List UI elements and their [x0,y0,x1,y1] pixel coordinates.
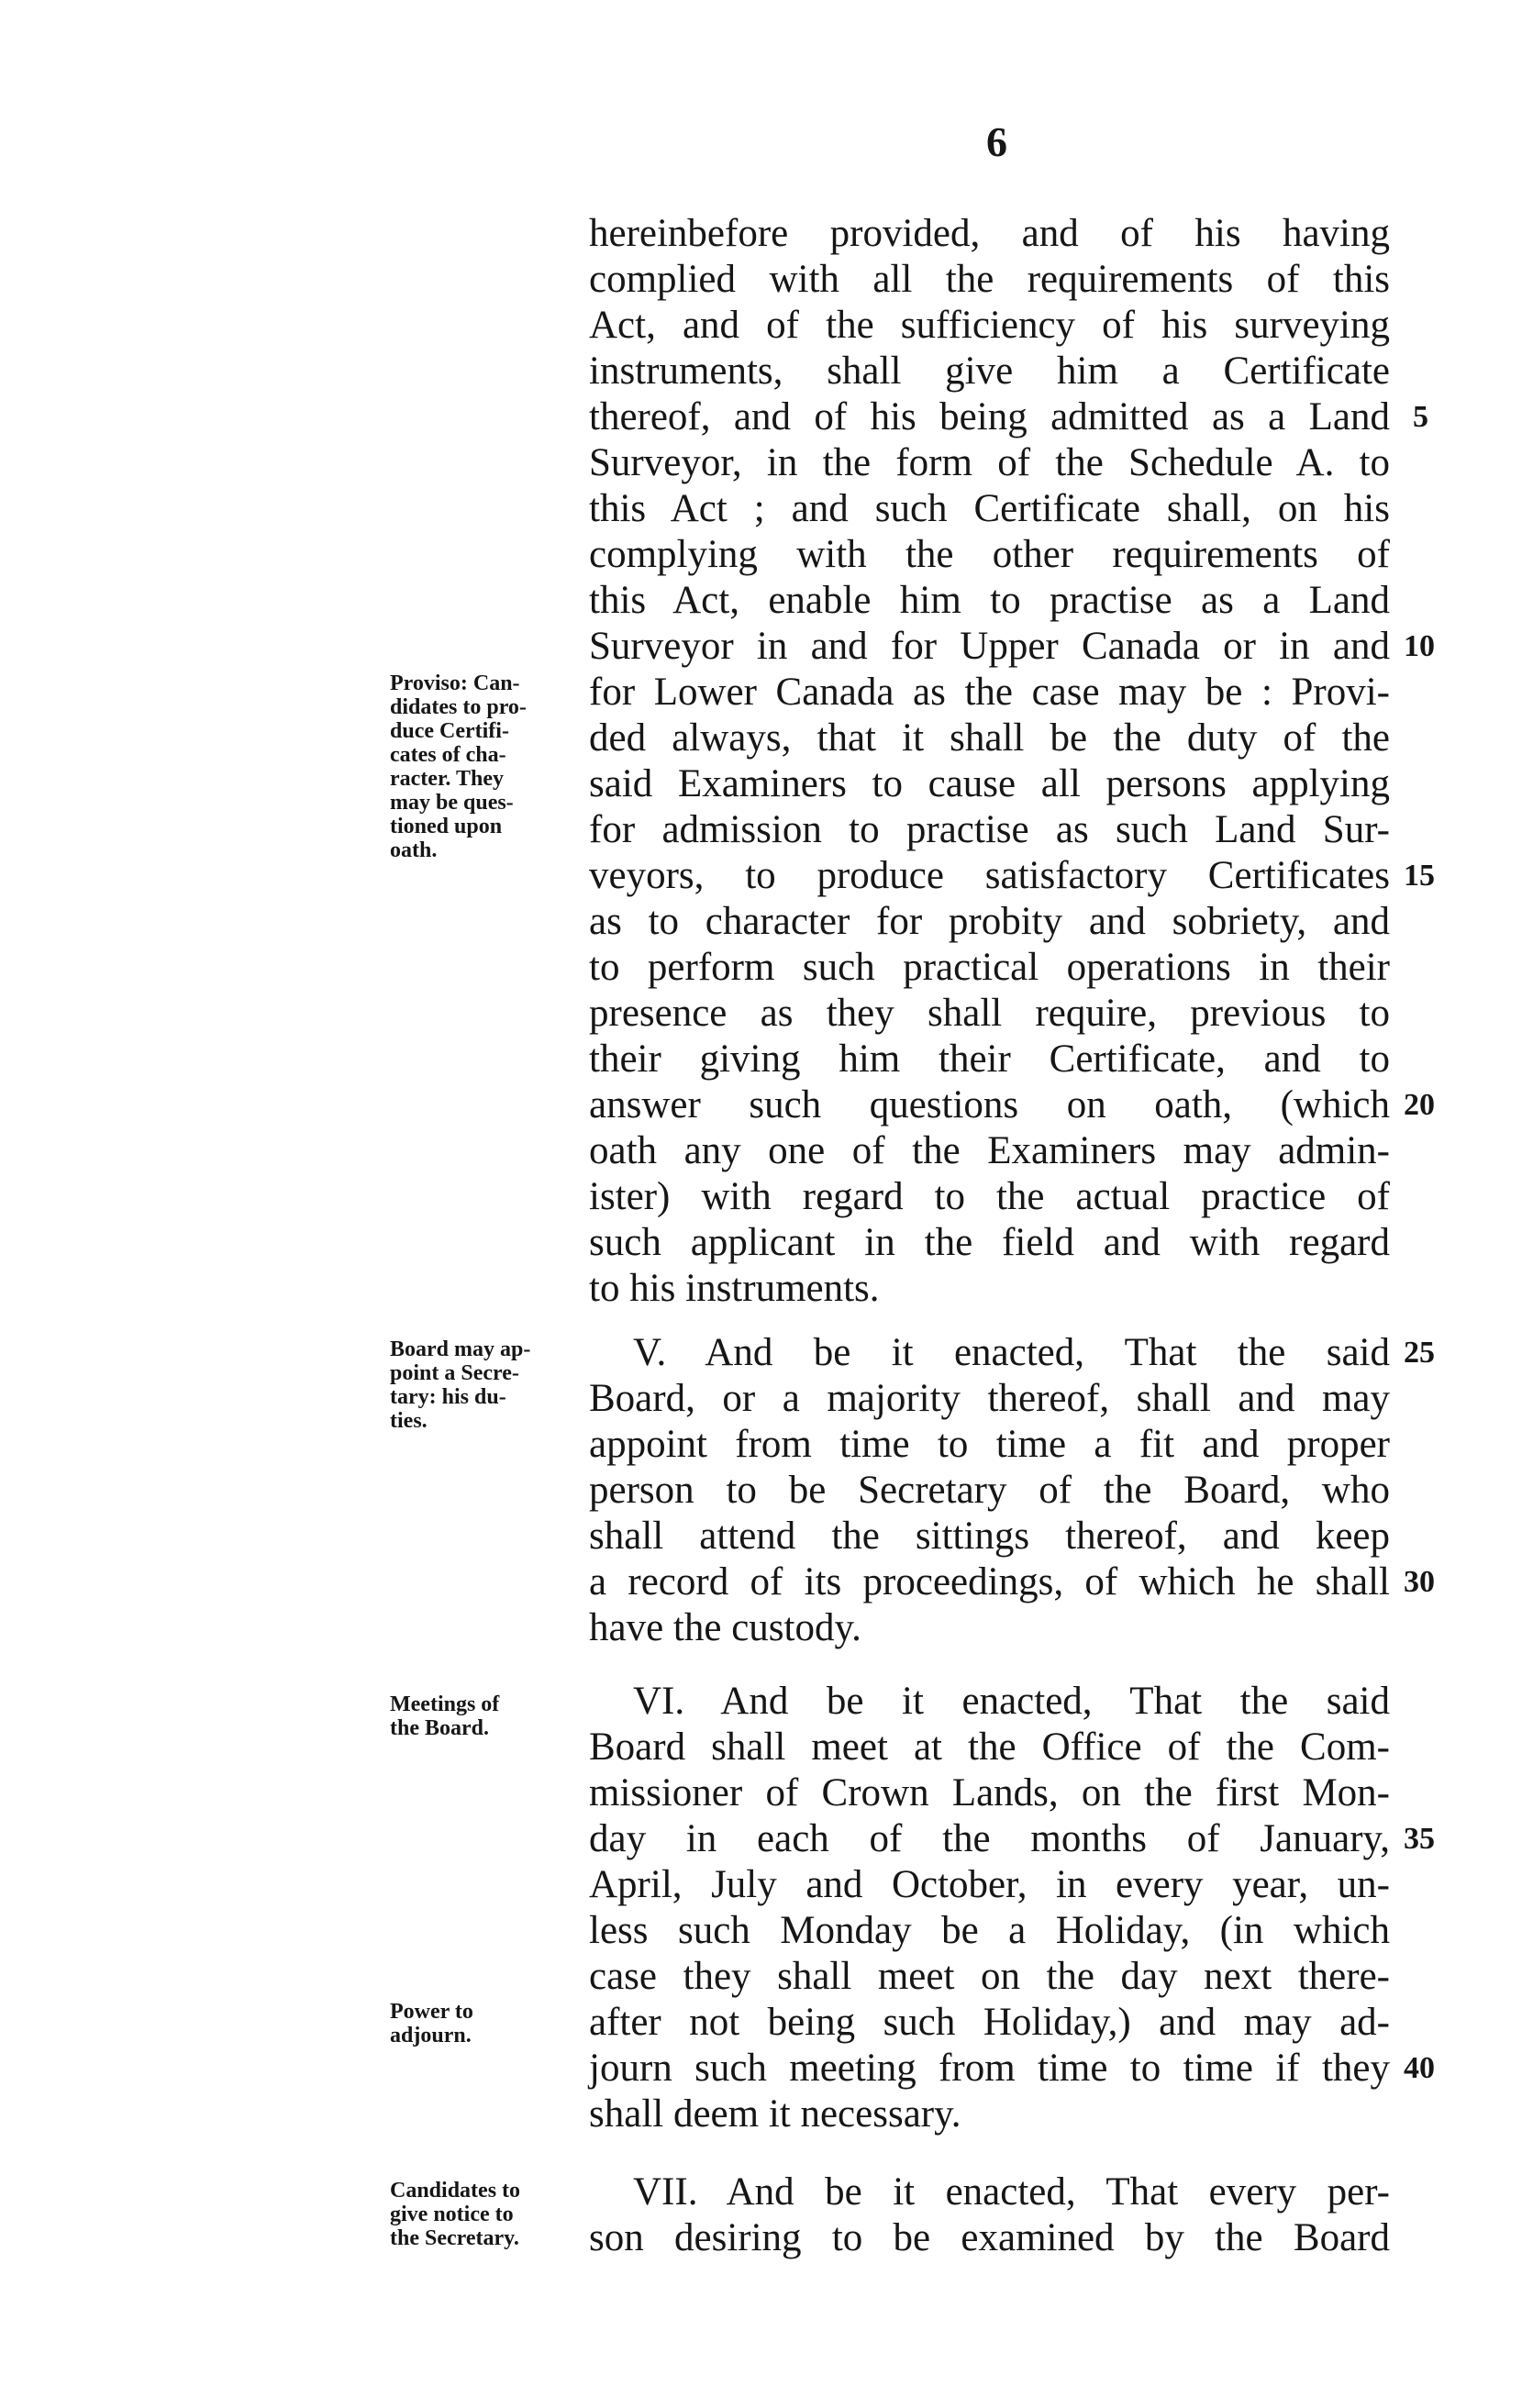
body-line: this Act, enable him to practise as a Land [589,579,1390,622]
body-line: ister) with regard to the actual practice of [589,1175,1390,1218]
line-number: 30 [1404,1565,1435,1599]
margin-note-line: tioned upon [390,815,503,838]
body-line: their giving him their Certificate, and to [589,1038,1390,1081]
margin-note-secretary [390,1337,573,1433]
body-line: answer such questions on oath, (which [589,1083,1390,1126]
margin-note-candidates [390,2179,573,2250]
body-line: April, July and October, in every year, un- [589,1863,1390,1906]
margin-note-line: Proviso: Can- [390,671,520,695]
body-line: appoint from time to time a fit and proper [589,1423,1390,1466]
body-line: such applicant in the field and with regard [589,1221,1390,1264]
margin-note-line: cates of cha- [390,743,506,767]
body-line: Board, or a majority thereof, shall and may [589,1377,1390,1420]
body-line: VII. And be it enacted, That every per- [633,2170,1390,2214]
line-number: 20 [1404,1088,1435,1122]
body-line: after not being such Holiday,) and may ad- [589,2001,1390,2044]
margin-note-line: adjourn. [390,2024,472,2047]
line-number: 35 [1404,1822,1435,1856]
margin-note-line: Candidates to [390,2179,521,2203]
body-line: shall attend the sittings thereof, and keep [589,1515,1390,1558]
line-number: 15 [1404,859,1435,893]
body-line: Surveyor, in the form of the Schedule A. to [589,441,1390,484]
margin-note-adjourn [390,2000,573,2047]
margin-note-line: oath. [390,838,438,862]
body-line: missioner of Crown Lands, on the first Mon- [589,1771,1390,1814]
body-line: thereof, and of his being admitted as a Land [589,395,1390,438]
body-line: oath any one of the Examiners may admin- [589,1129,1390,1172]
margin-note-line: Meetings of [390,1692,500,1716]
body-line: day in each of the months of January, [589,1817,1390,1860]
body-line: instruments, shall give him a Certificate [589,350,1390,393]
margin-note-line: ties. [390,1409,428,1433]
body-line: journ such meeting from time to time if they [589,2047,1390,2090]
body-line: have the custody. [589,1606,861,1649]
margin-note-line: the Board. [390,1716,489,1740]
body-line: person to be Secretary of the Board, who [589,1469,1390,1512]
body-line: V. And be it enacted, That the said [633,1331,1390,1374]
body-line: to his instruments. [589,1267,880,1310]
body-line: Surveyor in and for Upper Canada or in and [589,625,1390,668]
body-line: veyors, to produce satisfactory Certificates [589,854,1390,897]
margin-note-line: Power to [390,2000,473,2024]
margin-note-line: may be ques- [390,791,514,815]
line-number: 10 [1404,629,1435,663]
margin-note-line: point a Secre- [390,1361,519,1385]
margin-note-line: tary: his du- [390,1385,506,1409]
body-line: case they shall meet on the day next there- [589,1955,1390,1998]
margin-note-line: didates to pro- [390,695,527,719]
margin-note-proviso [390,671,573,862]
line-number: 25 [1404,1336,1435,1370]
margin-note-line: give notice to [390,2203,514,2226]
body-line: as to character for probity and sobriety, and [589,900,1390,943]
body-line: complied with all the requirements of this [589,258,1390,301]
page-number: 6 [986,118,1007,165]
body-line: complying with the other requirements of [589,533,1390,576]
body-line: VI. And be it enacted, That the said [633,1680,1390,1723]
margin-note-meetings [390,1692,573,1740]
body-line: hereinbefore provided, and of his having [589,212,1390,255]
body-line: ded always, that it shall be the duty of the [589,716,1390,760]
margin-note-line: the Secretary. [390,2226,519,2250]
body-line: this Act ; and such Certificate shall, on his [589,487,1390,530]
margin-note-line: racter. They [390,767,504,791]
line-number: 40 [1404,2051,1435,2085]
body-line: Board shall meet at the Office of the Com- [589,1726,1390,1769]
body-line: shall deem it necessary. [589,2092,961,2136]
body-line: presence as they shall require, previous to [589,992,1390,1035]
margin-note-line: duce Certifi- [390,719,509,743]
margin-note-line: Board may ap- [390,1337,531,1361]
body-line: for admission to practise as such Land Sur- [589,808,1390,851]
body-line: said Examiners to cause all persons applying [589,762,1390,805]
body-line: for Lower Canada as the case may be : Provi- [589,671,1390,714]
body-line: to perform such practical operations in their [589,946,1390,989]
body-line: Act, and of the sufficiency of his surveying [589,304,1390,347]
body-line: less such Monday be a Holiday, (in which [589,1909,1390,1952]
line-number: 5 [1413,400,1428,434]
body-line: a record of its proceedings, of which he shall [589,1560,1390,1603]
body-line: son desiring to be examined by the Board [589,2216,1390,2259]
